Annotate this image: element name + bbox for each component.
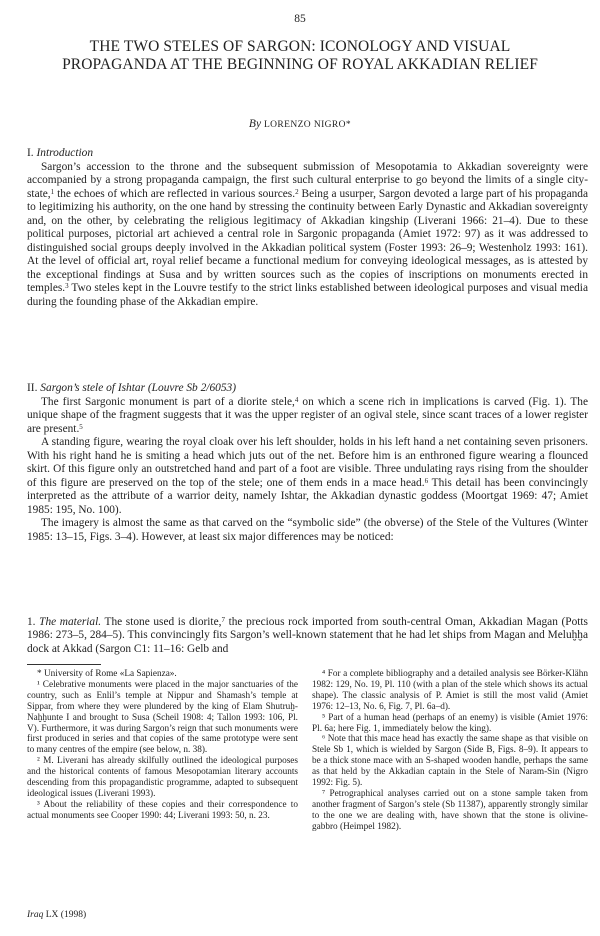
section-heading-stele-of-ishtar bbox=[27, 382, 588, 394]
section-heading-introduction bbox=[27, 147, 588, 159]
page-number: 85 bbox=[294, 13, 306, 25]
paragraph bbox=[27, 436, 588, 517]
article-title: THE TWO STELES OF SARGON: ICONOLOGY AND VISUAL PROPAGANDA AT THE BEGINNING OF ROYAL AKKADIAN RELIEF bbox=[62, 38, 538, 73]
material-paragraph bbox=[27, 616, 588, 656]
introduction-text bbox=[27, 161, 588, 309]
footnote-ref[interactable]: 7 bbox=[221, 616, 225, 624]
paragraph bbox=[27, 396, 588, 436]
footnotes-left-column bbox=[27, 669, 298, 822]
list-number: 1. bbox=[27, 616, 36, 628]
footnote-2: ² M. Liverani has already skilfully outlined the ideological purposes and the historical contents of famous Mesopotamian literary accounts descending from this propagandistic programme, adapted to subsequent ideological issues (Liverani 1993). bbox=[27, 756, 298, 799]
byline bbox=[0, 118, 600, 130]
text-run: Two steles kept in the Louvre testify to the strict links established between ideological purposes and visual media during the founding phase of the Akkadian empire. bbox=[27, 282, 588, 308]
text-run: Being a usurper, Sargon devoted a large part of his propaganda to legitimizing his authority, on the one hand by stressing the continuity between Early Dynastic and Akkadian sovereignty and, on the other, by celebrating the religious legitimacy of Akkadian kingship (Liverani 1966: 21–4). Due to these political purposes, pictorial art achieved a central role in Sargonic propaganda (Amiet 1972: 97) as it was addressed to distinguished social groups deeply involved in the Akkadian political system (Foster 1993: 26–9; Westenholz 1993: 161). At the level of official art, royal relief became a functional medium for conveying ideological messages, as is attested by the exceptional findings at Susa and by written sources such as the copies of inscriptions on monuments erected in temples. bbox=[27, 187, 588, 295]
footnote-ref[interactable]: 5 bbox=[79, 422, 83, 431]
footnote-4: ⁴ For a complete bibliography and a detailed analysis see Börker-Klähn 1982: 129, No. 19, Pl. 110 (with a plan of the stele which shows its actual shape). The classic analysis of P. Amiet is still the most valid (Amiet 1976: 12–13, No. 6, Fig. 7, Pl. 6a–d). bbox=[312, 669, 588, 712]
footnote-affiliation: * University of Rome «La Sapienza». bbox=[37, 669, 177, 679]
text-run: The stone used is diorite, bbox=[101, 616, 222, 628]
text-run: The first Sargonic monument is part of a diorite stele, bbox=[41, 396, 295, 408]
footnote-7: ⁷ Petrographical analyses carried out on a stone sample taken from another fragment of Sargon’s stele (Sb 11387), apparently strongly similar to the one we are dealing with, have shown that the stone is olivine-gabbro (Heimpel 1982). bbox=[312, 788, 588, 832]
footnotes-right-column bbox=[312, 669, 588, 833]
footnote-ref[interactable]: 3 bbox=[65, 282, 69, 291]
journal-name: Iraq bbox=[27, 910, 44, 920]
paragraph: The imagery is almost the same as that carved on the “symbolic side” (the obverse) of the Stele of the Vultures (Winter 1985: 13–15, Figs. 3–4). However, at least six major differences may be noticed: bbox=[27, 517, 588, 543]
text-run: Sargon’s accession to the throne and the subsequent submission of Mesopotamia to Akkadian sovereignty were accompanied by a strong propaganda campaign, the first such cultural enterprise to go beyond the limits of a single city-state, bbox=[27, 161, 588, 200]
item-label: The material. bbox=[39, 616, 102, 628]
footnote-1: ¹ Celebrative monuments were placed in the major sanctuaries of the country, such as Enlil’s temple at Nippur and Shamash’s temple at Sippar, from where they were plundered by the king of Elam Shutruḫ-Naḫḫunte I and brought to Susa (Scheil 1908: 4; Tallon 1993: 106, Pl. V). Furthermore, it was during Sargon’s reign that such monuments were first produced in series and that copies of the same prototype were sent to many centres of the empire (see below, n. 38). bbox=[27, 679, 298, 756]
footnote-ref[interactable]: 1 bbox=[50, 187, 55, 196]
footnote-ref[interactable]: 2 bbox=[295, 187, 299, 196]
section-number: II. bbox=[27, 382, 38, 394]
journal-volume-year: LX (1998) bbox=[43, 910, 87, 920]
footnote-ref[interactable]: 4 bbox=[294, 396, 299, 404]
paragraph bbox=[27, 616, 588, 656]
section-title: Introduction bbox=[36, 147, 94, 159]
section-title: Sargon’s stele of Ishtar (Louvre Sb 2/6053) bbox=[40, 382, 237, 394]
author-name: LORENZO NIGRO* bbox=[263, 120, 352, 130]
footnote-5: ⁵ Part of a human head (perhaps of an enemy) is visible (Amiet 1976: Pl. 6a; here Fig. 1, immediately below the king). bbox=[312, 712, 588, 734]
text-run: the precious rock imported from south-central Oman, Akkadian Magan (Potts 1986: 273–5, 284–5). This convincingly fits Sargon’s well-known statement that he had let ships from Magan and Meluḫḫa dock at Akkad (Sargon C1: 11–16: Gelb and bbox=[27, 616, 588, 655]
text-run: This detail has been convincingly interpreted as the attribute of a warrior deity, namely Ishtar, the Akkadian dynastic goddess (Moortgat 1969: 47; Amiet 1985: 195, No. 100). bbox=[27, 476, 588, 516]
text-run: A standing figure, wearing the royal cloak over his left shoulder, holds in his left hand a net containing seven prisoners. With his right hand he is smiting a head which juts out of the net. Before him is an enthroned figure wearing a flounced skirt. Of this figure only an outstretched hand and part of a foot are visible. Three undulating rays rising from the shoulder of this figure are preserved on the top of the stele; one of them ends in a mace head. bbox=[27, 436, 588, 489]
text-run: the echoes of which are reflected in various sources. bbox=[54, 187, 296, 200]
footnote-6: ⁶ Note that this mace head has exactly the same shape as that visible on Stele Sb 1, which is wielded by Sargon (Side B, Figs. 8–9). It appears to be a thick stone mace with an S-shaped wooden handle, perhaps the same as that held by the Akkadian captain in the Stele of Naram-Sin (Nigro 1992: Fig. 5). bbox=[312, 734, 588, 789]
footnote-3: ³ About the reliability of these copies and their correspondence to actual monuments see Cooper 1990: 44; Liverani 1993: 50, n. 23. bbox=[27, 799, 298, 821]
section-two-text bbox=[27, 396, 588, 544]
paragraph bbox=[27, 161, 588, 309]
text-run: on which a scene rich in implications is carved (Fig. 1). The unique shape of the fragment suggests that it was the upper register of an ogival stele, since scant traces of a lower register are present. bbox=[27, 396, 588, 435]
journal-reference bbox=[27, 910, 86, 920]
byline-by: By bbox=[248, 118, 262, 130]
section-number: I. bbox=[27, 147, 34, 159]
footnote-ref[interactable]: 6 bbox=[424, 476, 429, 485]
footnote-divider bbox=[27, 664, 101, 665]
